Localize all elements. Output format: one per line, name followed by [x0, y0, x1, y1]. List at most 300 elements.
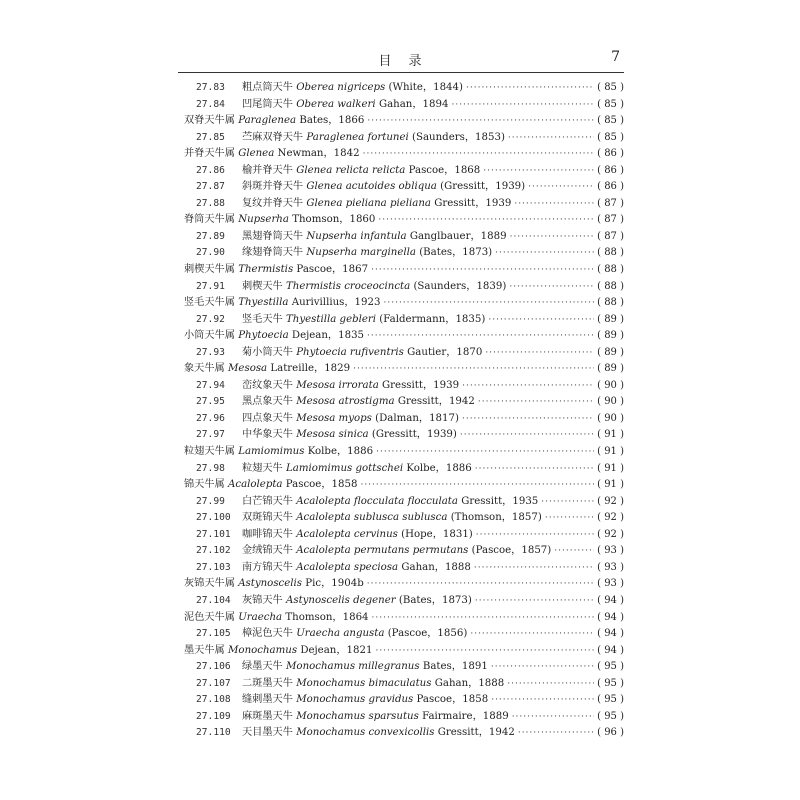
author-year: Gressitt，1939	[382, 379, 460, 391]
toc-entry-species	[196, 394, 624, 411]
entry-number: 27.94	[196, 379, 225, 391]
entry-number: 27.91	[196, 280, 225, 292]
chinese-name: 并脊天牛属	[184, 148, 235, 160]
entry-text	[242, 196, 511, 213]
scientific-name: Monochamus	[228, 644, 298, 656]
author-year: Gressitt，1939	[434, 197, 512, 209]
entry-text	[242, 378, 459, 395]
chinese-name: 中华象天牛	[242, 429, 293, 441]
entry-page: ( 87 )	[597, 230, 624, 242]
toc-entry-species	[196, 312, 624, 329]
chinese-name: 双脊天牛属	[184, 115, 235, 127]
toc-entry-species	[196, 411, 624, 428]
author-year: (Gressitt，1939)	[440, 181, 526, 193]
author-year: Pascoe，1867	[296, 264, 369, 276]
chinese-name: 黑翅脊筒天牛	[242, 230, 304, 242]
entry-page: ( 92 )	[597, 512, 624, 524]
dot-leader	[462, 378, 594, 395]
toc-entry-species	[196, 80, 624, 97]
dot-leader	[518, 725, 594, 742]
entry-page: ( 89 )	[597, 313, 624, 325]
entry-page: ( 87 )	[597, 214, 624, 226]
entry-number: 27.97	[196, 429, 225, 441]
dot-leader	[507, 676, 594, 693]
chinese-name: 南方锦天牛	[242, 561, 293, 573]
toc-entry-genus	[184, 262, 624, 279]
chinese-name: 峦纹象天牛	[242, 379, 293, 391]
dot-leader	[476, 527, 594, 544]
entry-page: ( 90 )	[597, 412, 624, 424]
entry-text	[184, 610, 369, 627]
dot-leader	[466, 80, 594, 97]
entry-text	[242, 245, 492, 262]
entry-page: ( 87 )	[597, 197, 624, 209]
chinese-name: 凹尾筒天牛	[242, 98, 293, 110]
dot-leader	[495, 245, 594, 262]
chinese-name: 黑点象天牛	[242, 396, 293, 408]
dot-leader	[367, 328, 594, 345]
entry-page: ( 94 )	[597, 628, 624, 640]
scientific-name: Glenea pieliana pieliana	[306, 197, 432, 209]
scientific-name: Astynoscelis	[238, 578, 303, 590]
entry-number: 27.96	[196, 412, 225, 424]
dot-leader	[363, 146, 595, 163]
entry-page: ( 91 )	[597, 462, 624, 474]
chinese-name: 二斑墨天牛	[242, 677, 293, 689]
author-year: (Pascoe，1857)	[471, 545, 552, 557]
entry-text	[184, 212, 375, 229]
dot-leader	[545, 510, 594, 527]
entry-number: 27.90	[196, 247, 225, 259]
chinese-name: 竖毛天牛	[242, 313, 283, 325]
entry-number: 27.108	[196, 694, 231, 706]
chinese-name: 榆并脊天牛	[242, 164, 293, 176]
chinese-name: 象天牛属	[184, 363, 225, 375]
chinese-name: 脊筒天牛属	[184, 214, 235, 226]
entry-text	[242, 626, 467, 643]
entry-text	[242, 427, 457, 444]
chinese-name: 粒翅天牛	[242, 462, 283, 474]
entry-page: ( 92 )	[597, 495, 624, 507]
entry-text	[242, 179, 525, 196]
entry-text	[242, 80, 463, 97]
chinese-name: 灰锦天牛属	[184, 578, 235, 590]
toc-entry-species	[196, 692, 624, 709]
scientific-name: Acalolepta	[228, 479, 283, 491]
page-title: 目 录	[378, 54, 424, 69]
scientific-name: Glenea	[238, 148, 275, 160]
chinese-name: 咖啡锦天牛	[242, 528, 293, 540]
dot-leader	[372, 610, 595, 627]
scientific-name: Monochamus gravidus	[296, 694, 414, 706]
author-year: Pascoe，1858	[416, 694, 489, 706]
author-year: Newman，1842	[277, 148, 360, 160]
scientific-name: Monochamus sparsutus	[296, 710, 419, 722]
dot-leader	[371, 262, 594, 279]
dot-leader	[485, 345, 594, 362]
entry-number: 27.101	[196, 528, 231, 540]
author-year: Aurivillius，1923	[291, 297, 381, 309]
entry-text	[242, 394, 475, 411]
chinese-name: 天目墨天牛	[242, 727, 293, 739]
author-year: Pascoe，1868	[408, 164, 481, 176]
toc-entry-species	[196, 378, 624, 395]
scientific-name: Mesosa atrostigma	[296, 396, 395, 408]
entry-page: ( 95 )	[597, 677, 624, 689]
entry-text	[242, 676, 504, 693]
page-header	[178, 48, 624, 70]
entry-number: 27.85	[196, 131, 225, 143]
scientific-name: Acalolepta speciosa	[296, 561, 399, 573]
toc-entry-genus	[184, 146, 624, 163]
scientific-name: Acalolepta permutans permutans	[296, 545, 469, 557]
toc-entry-species	[196, 245, 624, 262]
entry-text	[184, 146, 360, 163]
chinese-name: 竖毛天牛属	[184, 297, 235, 309]
entry-page: ( 91 )	[597, 429, 624, 441]
toc-entry-genus	[184, 361, 624, 378]
author-year: (Faldermann，1835)	[379, 313, 486, 325]
dot-leader	[462, 411, 594, 428]
scientific-name: Mesosa	[228, 363, 268, 375]
chinese-name: 菊小筒天牛	[242, 346, 293, 358]
entry-text	[242, 229, 507, 246]
entry-page: ( 95 )	[597, 694, 624, 706]
chinese-name: 四点象天牛	[242, 412, 293, 424]
dot-leader	[554, 543, 594, 560]
toc-entry-genus	[184, 477, 624, 494]
entry-page: ( 89 )	[597, 363, 624, 375]
entry-text	[242, 130, 505, 147]
dot-leader	[491, 659, 594, 676]
chinese-name: 白芒锦天牛	[242, 495, 293, 507]
toc-entry-genus	[184, 444, 624, 461]
chinese-name: 双斑锦天牛	[242, 512, 293, 524]
entry-text	[242, 692, 488, 709]
author-year: (Hope，1831)	[401, 528, 473, 540]
chinese-name: 墨天牛属	[184, 644, 225, 656]
entry-number: 27.86	[196, 164, 225, 176]
author-year: (Pascoe，1856)	[387, 628, 468, 640]
scientific-name: Paraglenea	[238, 115, 297, 127]
author-year: Fairmaire，1889	[422, 710, 509, 722]
entry-number: 27.84	[196, 98, 225, 110]
toc-entry-species	[196, 659, 624, 676]
entry-number: 27.95	[196, 396, 225, 408]
toc-entry-genus	[184, 328, 624, 345]
toc-entry-species	[196, 229, 624, 246]
author-year: Dejean，1835	[291, 330, 365, 342]
toc-entry-species	[196, 461, 624, 478]
chinese-name: 灰锦天牛	[242, 594, 283, 606]
toc-entry-species	[196, 510, 624, 527]
chinese-name: 樟泥色天牛	[242, 628, 293, 640]
scientific-name: Nupserha marginella	[306, 247, 416, 259]
author-year: (Saunders，1853)	[412, 131, 505, 143]
entry-page: ( 85 )	[597, 115, 624, 127]
entry-text	[242, 494, 538, 511]
entry-page: ( 86 )	[597, 148, 624, 160]
author-year: (Gressitt，1939)	[371, 429, 457, 441]
toc-entry-genus	[184, 643, 624, 660]
toc-entry-species	[196, 494, 624, 511]
scientific-name: Monochamus convexicollis	[296, 727, 435, 739]
author-year: Kolbe，1886	[406, 462, 472, 474]
chinese-name: 缝刺墨天牛	[242, 694, 293, 706]
author-year: (Saunders，1839)	[413, 280, 507, 292]
scientific-name: Oberea walkeri	[296, 98, 376, 110]
entry-text	[184, 361, 350, 378]
author-year: Bates，1891	[422, 661, 488, 673]
entry-page: ( 95 )	[597, 710, 624, 722]
author-year: (Bates，1873)	[419, 247, 493, 259]
author-year: Pic，1904b	[305, 578, 364, 590]
entry-text	[184, 328, 364, 345]
dot-leader	[360, 477, 594, 494]
toc-entry-genus	[184, 576, 624, 593]
entry-page: ( 90 )	[597, 396, 624, 408]
scientific-name: Nupserha infantula	[306, 230, 407, 242]
dot-leader	[378, 212, 594, 229]
scientific-name: Acalolepta sublusca sublusca	[296, 512, 448, 524]
entry-page: ( 88 )	[597, 297, 624, 309]
author-year: Pascoe，1858	[285, 479, 358, 491]
entry-page: ( 88 )	[597, 247, 624, 259]
toc-entry-species	[196, 196, 624, 213]
entry-text	[242, 279, 506, 296]
entry-number: 27.106	[196, 661, 231, 673]
toc-entry-species	[196, 97, 624, 114]
toc-entry-species	[196, 593, 624, 610]
entry-page: ( 89 )	[597, 346, 624, 358]
author-year: (White，1844)	[388, 82, 463, 93]
dot-leader	[375, 643, 594, 660]
toc-entry-species	[196, 345, 624, 362]
dot-leader	[512, 709, 594, 726]
dot-leader	[491, 692, 594, 709]
toc-entry-species	[196, 543, 624, 560]
chinese-name: 刺楔天牛属	[184, 264, 235, 276]
scientific-name: Uraecha angusta	[296, 628, 385, 640]
dot-leader	[488, 312, 594, 329]
author-year: Kolbe，1886	[307, 446, 374, 458]
entry-page: ( 89 )	[597, 330, 624, 342]
entry-number: 27.98	[196, 462, 225, 474]
scientific-name: Glenea acutoides obliqua	[306, 181, 437, 193]
chinese-name: 粗点筒天牛	[242, 82, 293, 93]
entry-text	[242, 510, 542, 527]
dot-leader	[478, 394, 594, 411]
scientific-name: Astynoscelis degener	[286, 594, 396, 606]
entry-page: ( 88 )	[597, 264, 624, 276]
scientific-name: Phytoecia rufiventris	[296, 346, 404, 358]
toc-list	[184, 80, 624, 742]
chinese-name: 泥色天牛属	[184, 611, 235, 623]
entry-page: ( 92 )	[597, 528, 624, 540]
entry-number: 27.88	[196, 197, 225, 209]
scientific-name: Mesosa irrorata	[296, 379, 379, 391]
entry-number: 27.99	[196, 495, 225, 507]
entry-page: ( 90 )	[597, 379, 624, 391]
chinese-name: 粒翅天牛属	[184, 446, 235, 458]
dot-leader	[483, 163, 594, 180]
dot-leader	[460, 427, 594, 444]
toc-entry-species	[196, 560, 624, 577]
author-year: Gahan，1888	[434, 677, 505, 689]
scientific-name: Paraglenea fortunei	[306, 131, 409, 143]
scientific-name: Thermistis	[238, 264, 294, 276]
entry-number: 27.105	[196, 628, 231, 640]
author-year: Gahan，1888	[401, 561, 471, 573]
entry-page: ( 93 )	[597, 561, 624, 573]
entry-page: ( 88 )	[597, 280, 624, 292]
entry-text	[184, 262, 368, 279]
toc-entry-species	[196, 626, 624, 643]
entry-text	[242, 97, 448, 114]
entry-number: 27.102	[196, 545, 231, 557]
author-year: (Dalman，1817)	[375, 412, 459, 424]
entry-number: 27.87	[196, 181, 225, 193]
entry-number: 27.107	[196, 677, 231, 689]
entry-text	[242, 461, 472, 478]
entry-text	[242, 659, 488, 676]
toc-entry-genus	[184, 295, 624, 312]
author-year: Gressitt，1942	[437, 727, 515, 739]
toc-entry-species	[196, 163, 624, 180]
dot-leader	[528, 179, 594, 196]
dot-leader	[508, 130, 594, 147]
dot-leader	[367, 576, 594, 593]
entry-text	[242, 527, 473, 544]
entry-text	[242, 312, 485, 329]
entry-text	[242, 560, 471, 577]
toc-entry-species	[196, 725, 624, 742]
toc-entry-species	[196, 427, 624, 444]
entry-text	[184, 444, 373, 461]
entry-page: ( 96 )	[597, 727, 624, 739]
toc-entry-species	[196, 709, 624, 726]
entry-text	[242, 411, 459, 428]
entry-page: ( 91 )	[597, 479, 624, 491]
toc-entry-species	[196, 179, 624, 196]
entry-text	[242, 345, 482, 362]
dot-leader	[510, 229, 595, 246]
chinese-name: 缘翅脊筒天牛	[242, 247, 304, 259]
entry-number: 27.109	[196, 710, 231, 722]
scientific-name: Oberea nigriceps	[296, 82, 386, 93]
toc-entry-species	[196, 130, 624, 147]
author-year: Latreille，1829	[270, 363, 351, 375]
entry-text	[242, 725, 515, 742]
chinese-name: 金绒锦天牛	[242, 545, 293, 557]
toc-entry-genus	[184, 113, 624, 130]
author-year: Ganglbauer，1889	[409, 230, 507, 242]
entry-page: ( 85 )	[597, 131, 624, 143]
entry-page: ( 94 )	[597, 644, 624, 656]
author-year: Gautier，1870	[407, 346, 483, 358]
entry-page: ( 93 )	[597, 545, 624, 557]
entry-page: ( 85 )	[597, 82, 624, 93]
entry-number: 27.83	[196, 82, 225, 93]
dot-leader	[376, 444, 594, 461]
scientific-name: Thyestilla gebleri	[286, 313, 377, 325]
scientific-name: Glenea relicta relicta	[296, 164, 406, 176]
scientific-name: Thyestilla	[238, 297, 289, 309]
author-year: Bates，1866	[299, 115, 365, 127]
page-number: 7	[611, 49, 620, 65]
author-year: (Thomson，1857)	[450, 512, 542, 524]
entry-text	[242, 709, 509, 726]
entry-page: ( 95 )	[597, 661, 624, 673]
scientific-name: Monochamus millegranus	[286, 661, 420, 673]
entry-text	[184, 295, 381, 312]
entry-number: 27.103	[196, 561, 231, 573]
entry-number: 27.92	[196, 313, 225, 325]
entry-number: 27.93	[196, 346, 225, 358]
scientific-name: Phytoecia	[238, 330, 289, 342]
dot-leader	[541, 494, 594, 511]
entry-page: ( 93 )	[597, 578, 624, 590]
entry-number: 27.104	[196, 594, 231, 606]
dot-leader	[353, 361, 594, 378]
entry-page: ( 85 )	[597, 98, 624, 110]
entry-number: 27.89	[196, 230, 225, 242]
scientific-name: Acalolepta cervinus	[296, 528, 398, 540]
dot-leader	[475, 593, 594, 610]
scientific-name: Nupserha	[238, 214, 289, 226]
chinese-name: 麻斑墨天牛	[242, 710, 293, 722]
dot-leader	[384, 295, 595, 312]
entry-page: ( 94 )	[597, 611, 624, 623]
entry-text	[184, 113, 364, 130]
scientific-name: Mesosa myops	[296, 412, 372, 424]
author-year: Gressitt，1942	[397, 396, 475, 408]
entry-text	[184, 477, 357, 494]
toc-entry-genus	[184, 212, 624, 229]
dot-leader	[451, 97, 594, 114]
author-year: Gahan，1894	[378, 98, 449, 110]
dot-leader	[470, 626, 594, 643]
author-year: Thomson，1864	[285, 611, 369, 623]
toc-entry-genus	[184, 610, 624, 627]
scientific-name: Lamiomimus gottschei	[286, 462, 404, 474]
entry-text	[242, 593, 472, 610]
entry-number: 27.110	[196, 727, 231, 739]
toc-entry-species	[196, 527, 624, 544]
chinese-name: 斜斑并脊天牛	[242, 181, 304, 193]
chinese-name: 复纹并脊天牛	[242, 197, 304, 209]
author-year: Thomson，1860	[292, 214, 376, 226]
entry-text	[184, 576, 364, 593]
entry-page: ( 86 )	[597, 181, 624, 193]
scientific-name: Thermistis croceocincta	[286, 280, 411, 292]
chinese-name: 苎麻双脊天牛	[242, 131, 304, 143]
dot-leader	[514, 196, 594, 213]
dot-leader	[474, 560, 594, 577]
author-year: Gressitt，1935	[461, 495, 539, 507]
dot-leader	[367, 113, 594, 130]
author-year: Dejean，1821	[300, 644, 373, 656]
scientific-name: Monochamus bimaculatus	[296, 677, 432, 689]
scientific-name: Uraecha	[238, 611, 283, 623]
entry-page: ( 91 )	[597, 446, 624, 458]
entry-text	[184, 643, 372, 660]
entry-text	[242, 543, 551, 560]
scientific-name: Acalolepta flocculata flocculata	[296, 495, 458, 507]
toc-entry-species	[196, 279, 624, 296]
entry-page: ( 86 )	[597, 164, 624, 176]
header-rule	[178, 72, 624, 73]
